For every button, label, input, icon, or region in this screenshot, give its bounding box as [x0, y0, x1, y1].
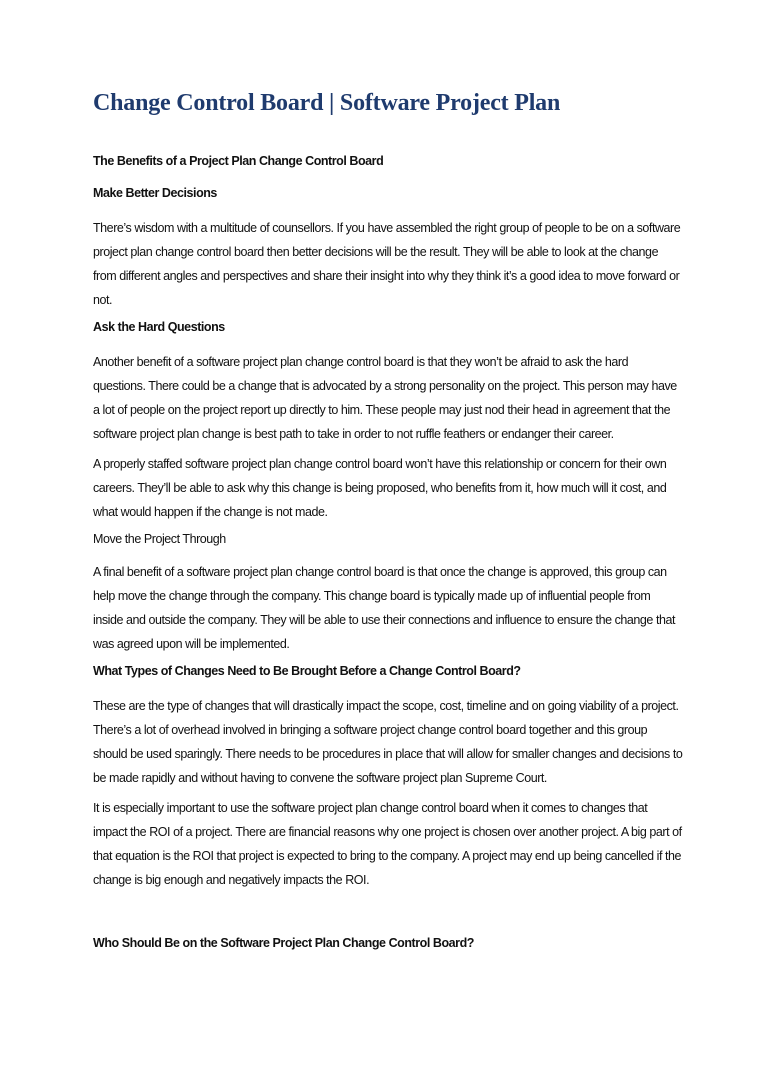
section-gap — [93, 898, 683, 934]
move-through-heading: Move the Project Through — [93, 532, 226, 546]
better-decisions-paragraph: There’s wisdom with a multitude of counsellors. If you have assembled the right group of people to be on a software project plan change control board then better decisions will be the result. They will be able to look at the change from different angles and perspectives and share their insight into why they think it’s a good idea to move forward or not. — [93, 221, 681, 307]
page-title: Change Control Board | Software Project Plan — [93, 90, 561, 116]
hard-questions-heading: Ask the Hard Questions — [93, 320, 225, 334]
who-heading: Who Should Be on the Software Project Plan Change Control Board? — [93, 936, 474, 950]
better-decisions-heading: Make Better Decisions — [93, 186, 217, 200]
benefits-heading: The Benefits of a Project Plan Change Control Board — [93, 154, 384, 168]
document-page — [93, 88, 683, 966]
move-through-paragraph: A final benefit of a software project plan change control board is that once the change is approved, this group can help move the change through the company. This change board is typically made up of influential people from inside and outside the company. They will be able to use their connections and influence to ensure the change that was agreed upon will be implemented. — [93, 565, 675, 651]
types-paragraph-1: These are the type of changes that will drastically impact the scope, cost, timeline and on going viability of a project. There’s a lot of overhead involved in bringing a software project change control board together and this group should be used sparingly. There needs to be procedures in place that will allow for smaller changes and decisions to be made rapidly and without having to convene the software project plan Supreme Court. — [93, 699, 683, 785]
types-heading: What Types of Changes Need to Be Brought Before a Change Control Board? — [93, 664, 521, 678]
hard-questions-paragraph-2: A properly staffed software project plan change control board won’t have this relationship or concern for their own careers. They’ll be able to ask why this change is being proposed, who benefits from it, how much will it cost, and what would happen if the change is not made. — [93, 457, 667, 519]
types-paragraph-2: It is especially important to use the software project plan change control board when it comes to changes that impact the ROI of a project. There are financial reasons why one project is chosen over another project. A big part of that equation is the ROI that project is expected to bring to the company. A project may end up being cancelled if the change is big enough and negatively impacts the ROI. — [93, 801, 682, 887]
hard-questions-paragraph-1: Another benefit of a software project plan change control board is that they won’t be afraid to ask the hard questions. There could be a change that is advocated by a strong personality on the project. This person may have a lot of people on the project report up directly to him. These people may just nod their head in agreement that the software project plan change is best path to take in order to not ruffle feathers or endanger their career. — [93, 355, 677, 441]
